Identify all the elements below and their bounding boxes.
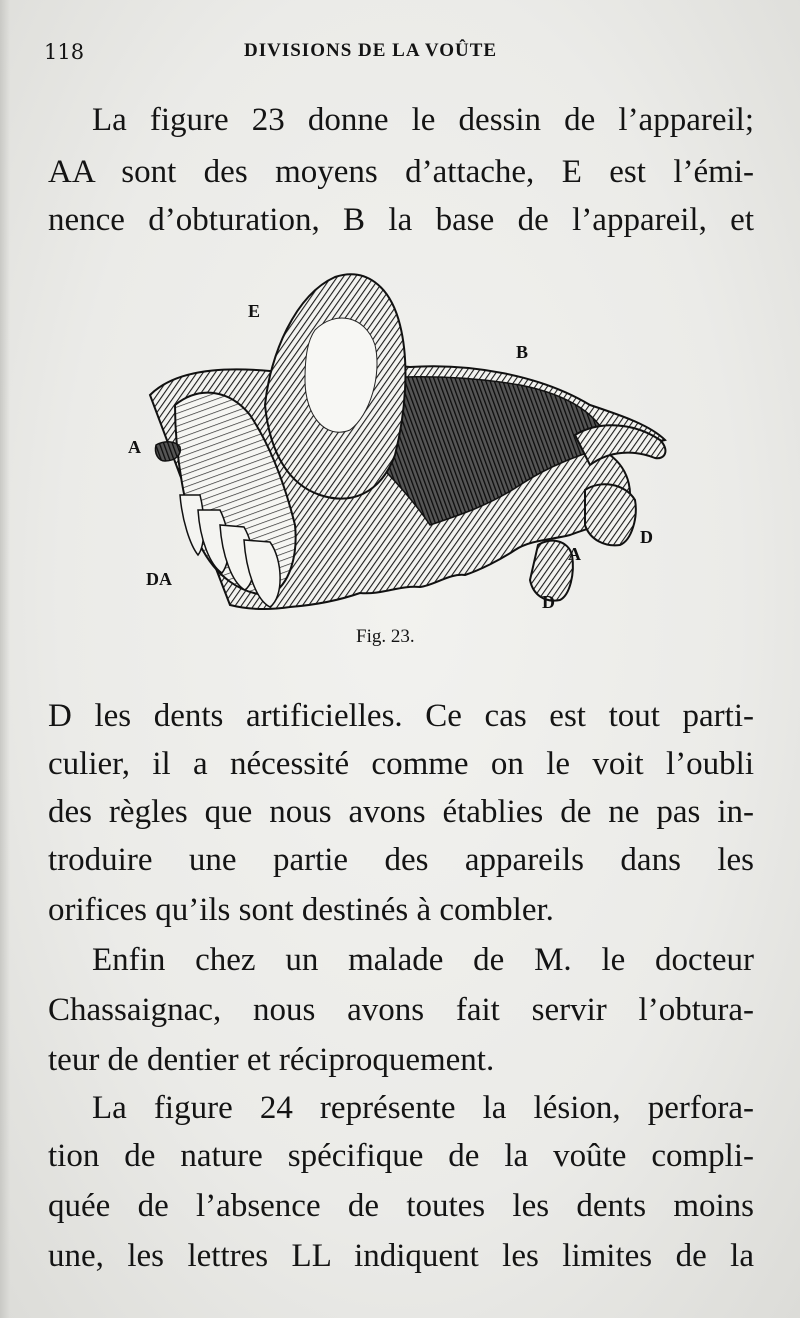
text-line: quée de l’absence de toutes les dents moins (48, 1188, 754, 1224)
page-number: 118 (44, 40, 85, 64)
figure-label-d-right: D (640, 527, 653, 547)
figure-label-e: E (248, 301, 261, 321)
page-header (44, 40, 704, 70)
dental-appliance-engraving (120, 255, 680, 630)
text-line: La figure 24 représente la lésion, perfora- (92, 1090, 754, 1126)
text-line: AA sont des moyens d’attache, E est l’émi- (48, 154, 754, 190)
text-line: La figure 23 donne le dessin de l’appareil; (92, 102, 754, 138)
text-line: Enfin chez un malade de M. le docteur (92, 942, 754, 978)
text-line: une, les lettres LL indiquent les limites de la (48, 1238, 754, 1274)
text-line: troduire une partie des appareils dans les (48, 842, 754, 878)
running-head: DIVISIONS DE LA VOÛTE (244, 40, 498, 61)
page-gutter-shadow (0, 0, 10, 1318)
text-line: orifices qu’ils sont destinés à combler. (48, 892, 554, 928)
text-line: teur de dentier et réciproquement. (48, 1042, 495, 1078)
figure-label-da: DA (146, 569, 172, 589)
text-line: nence d’obturation, B la base de l’appareil, et (48, 202, 754, 238)
figure-label-a-right: A (568, 544, 581, 564)
text-line: D les dents artificielles. Ce cas est tout parti- (48, 698, 754, 734)
figure-label-a-left: A (128, 437, 141, 457)
figure-23-illustration (120, 255, 680, 630)
text-line: des règles que nous avons établies de ne pas in- (48, 794, 754, 830)
figure-caption: Fig. 23. (356, 626, 415, 647)
text-line: culier, il a nécessité comme on le voit l’oubli (48, 746, 754, 782)
text-line: Chassaignac, nous avons fait servir l’obtura- (48, 992, 754, 1028)
figure-label-b: B (516, 342, 529, 362)
text-line: tion de nature spécifique de la voûte compli- (48, 1138, 754, 1174)
figure-label-d-bottom: D (542, 592, 555, 612)
